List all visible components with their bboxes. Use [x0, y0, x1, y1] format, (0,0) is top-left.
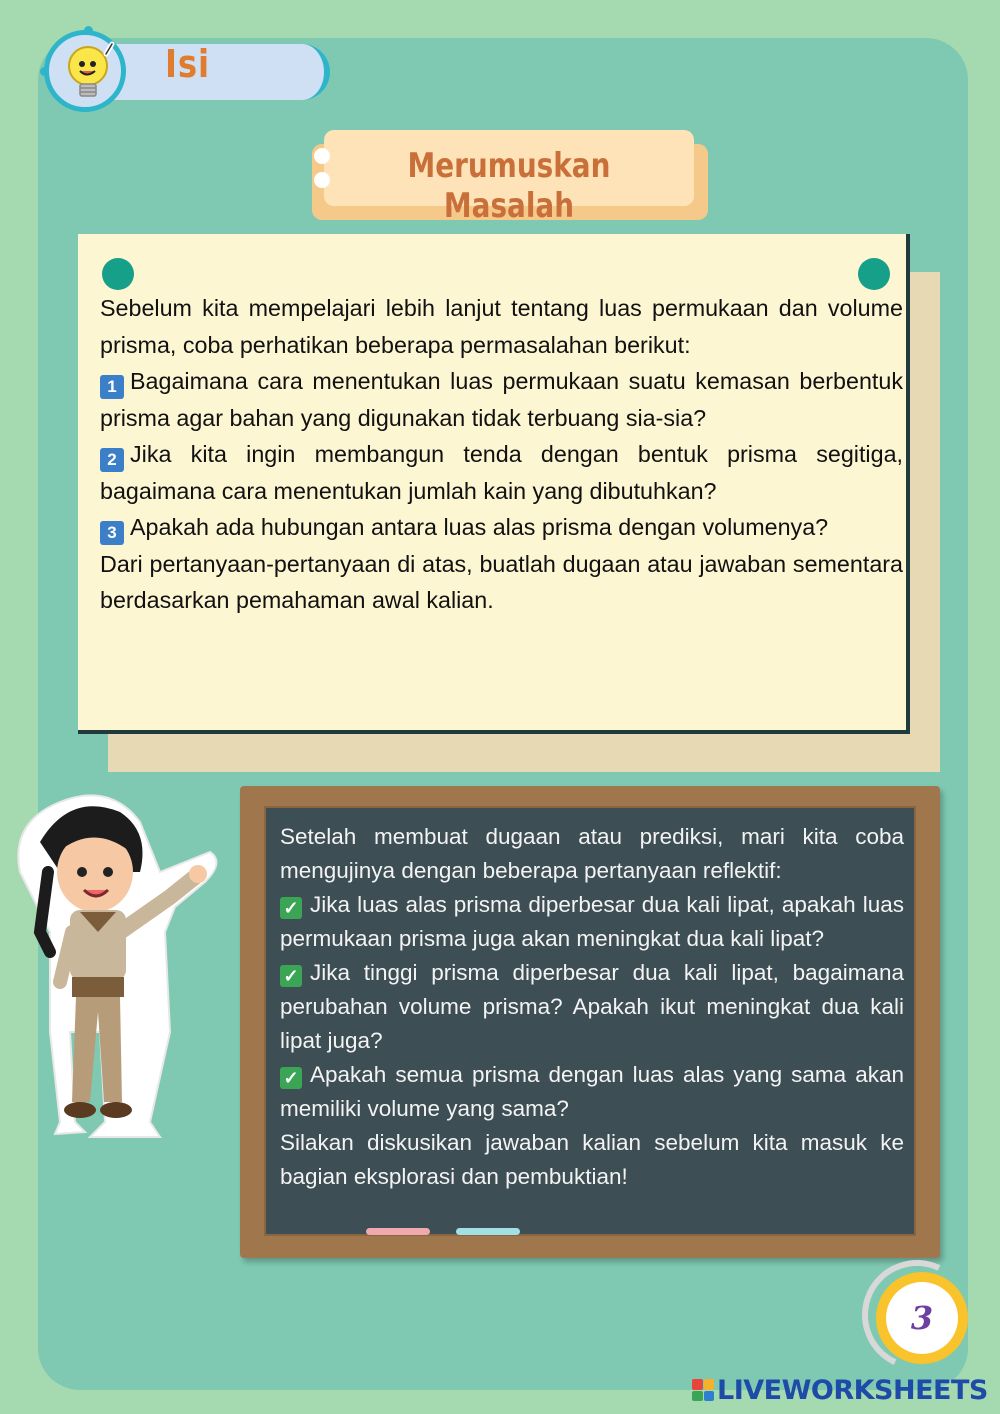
pin-icon [102, 258, 134, 290]
section-tab [324, 130, 694, 226]
problem-item [100, 436, 903, 509]
problem-item [100, 509, 903, 546]
decor-dot [40, 67, 49, 76]
reflection-item [280, 956, 904, 1058]
checkmark-icon: ✓ [280, 965, 302, 987]
number-2-icon: 2 [100, 448, 124, 472]
reflection-item-text: Apakah semua prisma dengan luas alas yang sama akan memiliki volume yang sama? [280, 1062, 904, 1121]
problem-card [78, 234, 910, 734]
brand-name: LIVEWORKSHEETS [717, 1374, 988, 1406]
reflection-item-text: Jika luas alas prisma diperbesar dua kali lipat, apakah luas permukaan prisma juga akan meningkat dua kali lipat? [280, 892, 904, 951]
chalkboard [240, 786, 940, 1258]
lightbulb-icon [60, 40, 120, 106]
liveworksheets-brand[interactable] [692, 1374, 988, 1406]
section-title: Merumuskan Masalah [407, 146, 611, 226]
problem-item-text: Jika kita ingin membangun tenda dengan bentuk prisma segitiga, bagaimana cara menentukan jumlah kain yang dibutuhkan? [100, 441, 903, 504]
header-tab [90, 44, 330, 100]
reflection-item [280, 1058, 904, 1126]
problem-closing: Dari pertanyaan-pertanyaan di atas, buatlah dugaan atau jawaban sementara berdasarkan pemahaman awal kalian. [100, 550, 903, 613]
checkmark-icon: ✓ [280, 897, 302, 919]
problem-item-text: Apakah ada hubungan antara luas alas prisma dengan volumenya? [130, 514, 829, 540]
girl-pointing-illustration [0, 782, 230, 1142]
reflection-intro: Setelah membuat dugaan atau prediksi, mari kita coba mengujinya dengan beberapa pertanyaan reflektif: [280, 824, 904, 883]
problem-intro: Sebelum kita mempelajari lebih lanjut tentang luas permukaan dan volume prisma, coba perhatikan beberapa permasalahan berikut: [100, 295, 903, 358]
problem-text [100, 290, 903, 619]
liveworksheets-logo-icon [692, 1379, 714, 1401]
number-3-icon: 3 [100, 521, 124, 545]
chalk-stick [366, 1228, 430, 1235]
reflection-item [280, 888, 904, 956]
reflection-text [280, 820, 904, 1194]
decor-dot [84, 26, 93, 35]
problem-item [100, 363, 903, 436]
reflection-closing: Silakan diskusikan jawaban kalian sebelum kita masuk ke bagian eksplorasi dan pembuktian! [280, 1130, 904, 1189]
reflection-item-text: Jika tinggi prisma diperbesar dua kali lipat, bagaimana perubahan volume prisma? Apakah ikut meningkat dua kali lipat juga? [280, 960, 904, 1053]
page-number-badge [876, 1272, 968, 1364]
pin-icon [858, 258, 890, 290]
chalkboard-surface [264, 806, 916, 1236]
chalk-stick [456, 1228, 520, 1235]
problem-item-text: Bagaimana cara menentukan luas permukaan suatu kemasan berbentuk prisma agar bahan yang digunakan tidak terbuang sia-sia? [100, 368, 903, 431]
tab-hole [314, 148, 330, 164]
header-title: Isi [165, 42, 210, 86]
tab-hole [314, 172, 330, 188]
number-1-icon: 1 [100, 375, 124, 399]
checkmark-icon: ✓ [280, 1067, 302, 1089]
page-number: 3 [886, 1282, 958, 1354]
